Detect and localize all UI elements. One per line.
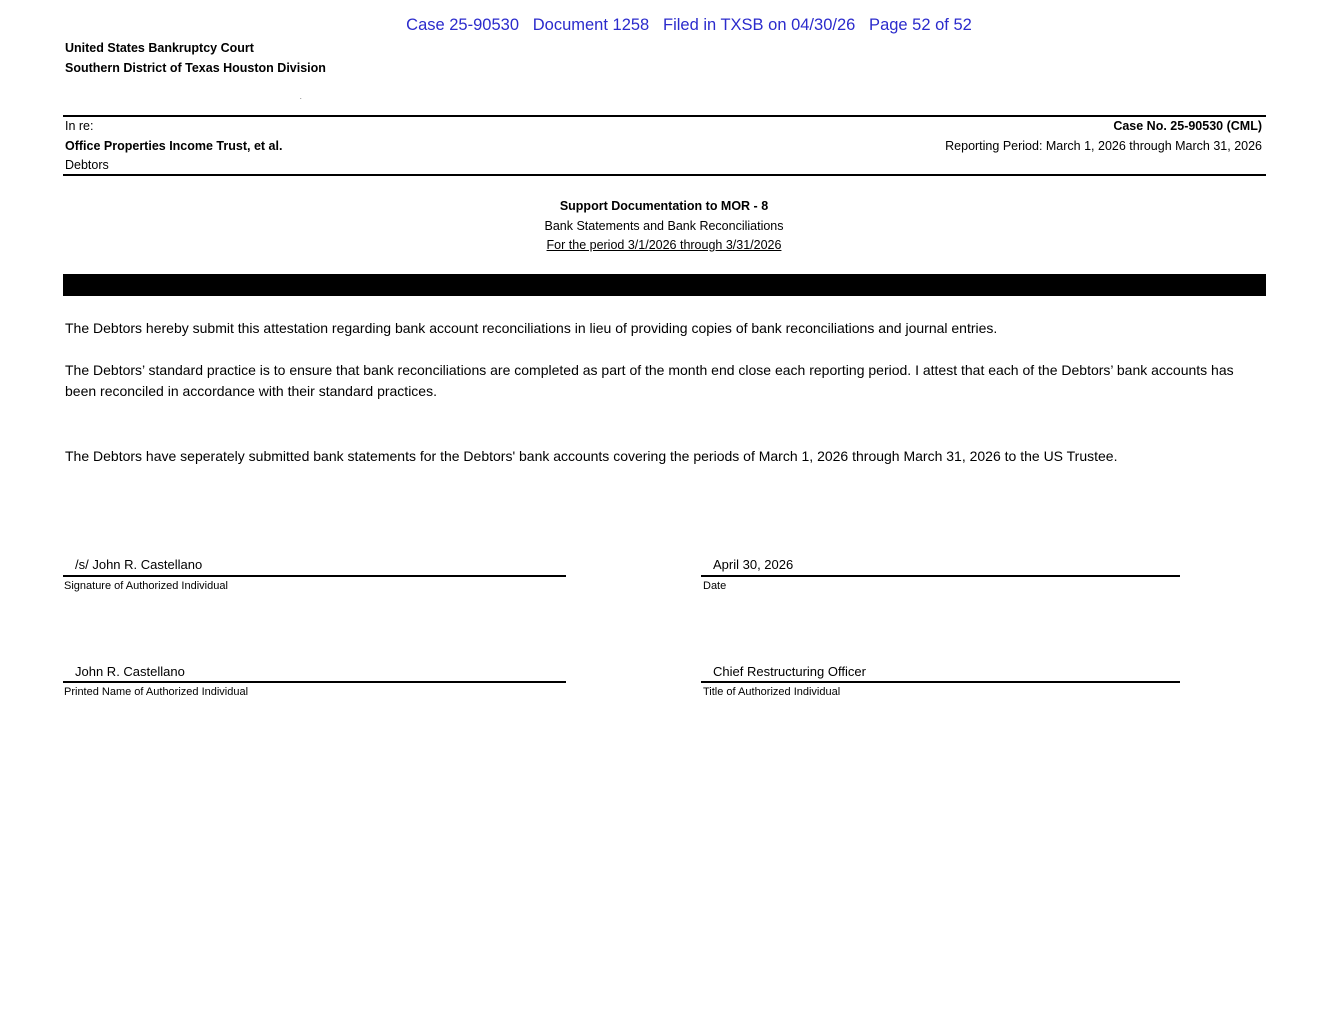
caption-bottom-rule bbox=[63, 174, 1266, 176]
signature-label: Signature of Authorized Individual bbox=[64, 580, 228, 592]
debtor-name: Office Properties Income Trust, et al. bbox=[65, 138, 283, 153]
date-label: Date bbox=[703, 580, 727, 592]
reporting-period: Reporting Period: March 1, 2026 through March 31, 2026 bbox=[945, 138, 1262, 153]
date-line bbox=[701, 575, 1180, 577]
in-re-label: In re: bbox=[65, 119, 94, 133]
signature-value: /s/ John R. Castellano bbox=[75, 557, 203, 572]
paragraph-attestation: The Debtors hereby submit this attestation regarding bank account reconciliations in lieu of providing copies of bank reconciliations and journal entries. bbox=[65, 320, 998, 336]
court-line-2: Southern District of Texas Houston Division bbox=[65, 61, 326, 75]
court-name bbox=[65, 38, 326, 78]
section-bar bbox=[63, 274, 1266, 296]
document-heading bbox=[0, 197, 1328, 256]
heading-subtitle: Bank Statements and Bank Reconciliations bbox=[544, 218, 784, 233]
stray-dot: . bbox=[300, 95, 302, 101]
case-caption-right bbox=[945, 117, 1262, 156]
paragraph-standard-practice: The Debtors’ standard practice is to ensure that bank reconciliations are completed as part of the month end close each reporting period. I attest that each of the Debtors’ bank accounts has been reconciled in accordance with their standard practices. bbox=[65, 362, 1234, 399]
case-number: Case No. 25-90530 (CML) bbox=[1113, 119, 1262, 133]
printed-name-line bbox=[63, 681, 566, 683]
heading-period: For the period 3/1/2026 through 3/31/2026 bbox=[546, 238, 782, 252]
paragraph-bank-statements: The Debtors have seperately submitted bank statements for the Debtors' bank accounts covering the periods of March 1, 2026 through March 31, 2026 to the US Trustee. bbox=[65, 448, 1118, 464]
court-line-1: United States Bankruptcy Court bbox=[65, 41, 254, 55]
date-value: April 30, 2026 bbox=[713, 557, 794, 572]
title-value: Chief Restructuring Officer bbox=[713, 664, 866, 679]
printed-name-label: Printed Name of Authorized Individual bbox=[64, 686, 249, 698]
debtors-label: Debtors bbox=[65, 158, 109, 172]
heading-title: Support Documentation to MOR - 8 bbox=[559, 199, 769, 213]
signature-line bbox=[63, 575, 566, 577]
title-line bbox=[701, 681, 1180, 683]
filing-stamp: Case 25-90530 Document 1258 Filed in TXSB on 04/30/26 Page 52 of 52 bbox=[406, 16, 972, 34]
title-label: Title of Authorized Individual bbox=[703, 686, 841, 698]
printed-name-value: John R. Castellano bbox=[75, 664, 185, 679]
case-caption-left bbox=[65, 117, 282, 176]
